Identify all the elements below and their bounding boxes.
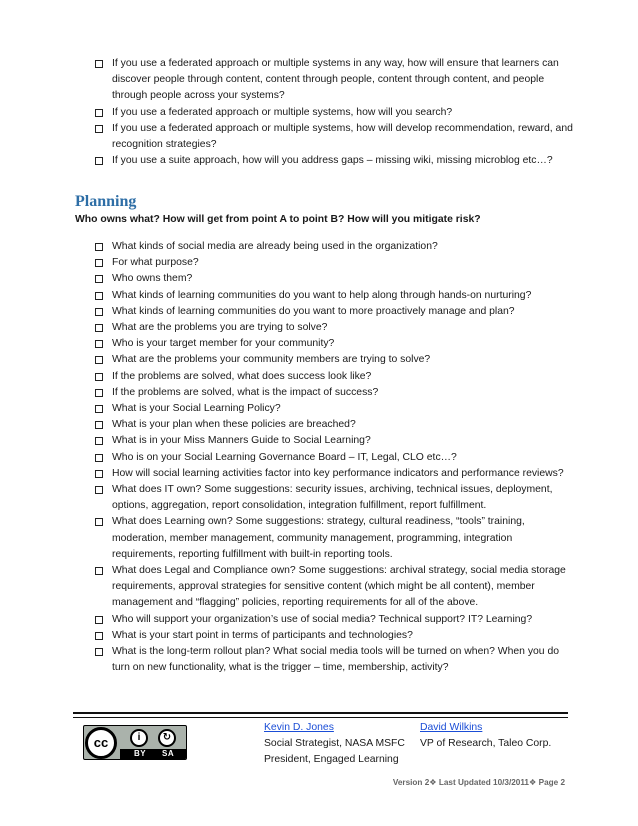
version-page-info: Version 2❖ Last Updated 10/3/2011❖ Page 2 [392, 778, 565, 787]
checklist-item: What is your plan when these policies are breached? [95, 417, 575, 433]
footer-divider-thin [73, 717, 568, 718]
creative-commons-license-icon[interactable] [83, 725, 187, 760]
checklist-item: How will social learning activities factor into key performance indicators and performance reviews? [95, 466, 575, 482]
license-label-strip [120, 749, 186, 759]
checklist-item: If the problems are solved, what is the impact of success? [95, 385, 575, 401]
checklist-item: For what purpose? [95, 255, 575, 271]
checkbox-icon[interactable] [95, 308, 103, 316]
checklist-item: What does IT own? Some suggestions: security issues, archiving, technical issues, deployment, options, aggregation, report consolidation, integration fulfillment, report fulfillment. [95, 482, 575, 514]
planning-checklist [95, 239, 575, 676]
checklist-item: What kinds of learning communities do you want to more proactively manage and plan? [95, 304, 575, 320]
checkbox-icon[interactable] [95, 470, 103, 478]
share-alike-icon: ↻ [158, 729, 176, 747]
checkbox-icon[interactable] [95, 648, 103, 656]
checklist-item: If the problems are solved, what does success look like? [95, 369, 575, 385]
checkbox-icon[interactable] [95, 243, 103, 251]
checkbox-icon[interactable] [95, 340, 103, 348]
checkbox-icon[interactable] [95, 292, 103, 300]
checkbox-icon[interactable] [95, 454, 103, 462]
checkbox-icon[interactable] [95, 259, 103, 267]
author-title: President, Engaged Learning [264, 754, 399, 765]
checkbox-icon[interactable] [95, 405, 103, 413]
attribution-icon: i [130, 729, 148, 747]
author-title: VP of Research, Taleo Corp. [420, 738, 552, 749]
checklist-item: What are the problems your community members are trying to solve? [95, 352, 575, 368]
author-title: Social Strategist, NASA MSFC [264, 738, 405, 749]
checkbox-icon[interactable] [95, 389, 103, 397]
checklist-item: What is your Social Learning Policy? [95, 401, 575, 417]
checklist-item: What does Legal and Compliance own? Some suggestions: archival strategy, social media storage requirements, approval strategies for sensitive content (which might be all content), member management and “flagging” policies, reporting requirements for all of the above. [95, 563, 575, 612]
checkbox-icon[interactable] [95, 486, 103, 494]
author-david-wilkins [420, 720, 551, 752]
checkbox-icon[interactable] [95, 324, 103, 332]
checklist-item: Who is your target member for your community? [95, 336, 575, 352]
checklist-item: What is your start point in terms of participants and technologies? [95, 628, 575, 644]
checklist-item: If you use a federated approach or multiple systems, how will develop recommendation, reward, and recognition strategies? [95, 121, 575, 153]
checklist-item: What are the problems you are trying to solve? [95, 320, 575, 336]
checkbox-icon[interactable] [95, 109, 103, 117]
checklist-item: What kinds of social media are already being used in the organization? [95, 239, 575, 255]
checkbox-icon[interactable] [95, 373, 103, 381]
author-link-kevin-jones[interactable]: Kevin D. Jones [264, 722, 334, 733]
cc-icon: cc [85, 727, 117, 759]
license-sa-label: SA [162, 749, 175, 758]
checklist-item: If you use a federated approach or multiple systems in any way, how will ensure that learners can discover people through content, content through people, content through content, and people through people across your systems? [95, 56, 575, 105]
checkbox-icon[interactable] [95, 567, 103, 575]
checklist-item: What does Learning own? Some suggestions: strategy, cultural readiness, “tools” training, moderation, member management, community management, programming, integration requirements, reporting fulfillment with built-in reporting tools. [95, 514, 575, 563]
section-subheading: Who owns what? How will get from point A to point B? How will you mitigate risk? [75, 214, 481, 225]
checklist-item: If you use a federated approach or multiple systems, how will you search? [95, 105, 575, 121]
checklist-item: Who is on your Social Learning Governance Board – IT, Legal, CLO etc…? [95, 450, 575, 466]
section-heading-planning: Planning [75, 193, 137, 210]
checkbox-icon[interactable] [95, 275, 103, 283]
license-by-label: BY [134, 749, 147, 758]
checkbox-icon[interactable] [95, 157, 103, 165]
checkbox-icon[interactable] [95, 632, 103, 640]
federated-checklist [95, 56, 575, 169]
checklist-item: What is in your Miss Manners Guide to Social Learning? [95, 433, 575, 449]
author-link-david-wilkins[interactable]: David Wilkins [420, 722, 483, 733]
checklist-item: What kinds of learning communities do you want to help along through hands-on nurturing? [95, 288, 575, 304]
footer-divider [73, 712, 568, 714]
checklist-item: Who owns them? [95, 271, 575, 287]
checkbox-icon[interactable] [95, 356, 103, 364]
checkbox-icon[interactable] [95, 437, 103, 445]
checkbox-icon[interactable] [95, 616, 103, 624]
checklist-item: What is the long-term rollout plan? What social media tools will be turned on when? When you do turn on new functionality, what is the trigger – time, membership, activity? [95, 644, 575, 676]
checkbox-icon[interactable] [95, 125, 103, 133]
author-kevin-jones [264, 720, 405, 768]
checkbox-icon[interactable] [95, 421, 103, 429]
checkbox-icon[interactable] [95, 60, 103, 68]
checklist-item: Who will support your organization’s use of social media? Technical support? IT? Learning? [95, 612, 575, 628]
checklist-item: If you use a suite approach, how will you address gaps – missing wiki, missing microblog etc…? [95, 153, 575, 169]
checkbox-icon[interactable] [95, 518, 103, 526]
